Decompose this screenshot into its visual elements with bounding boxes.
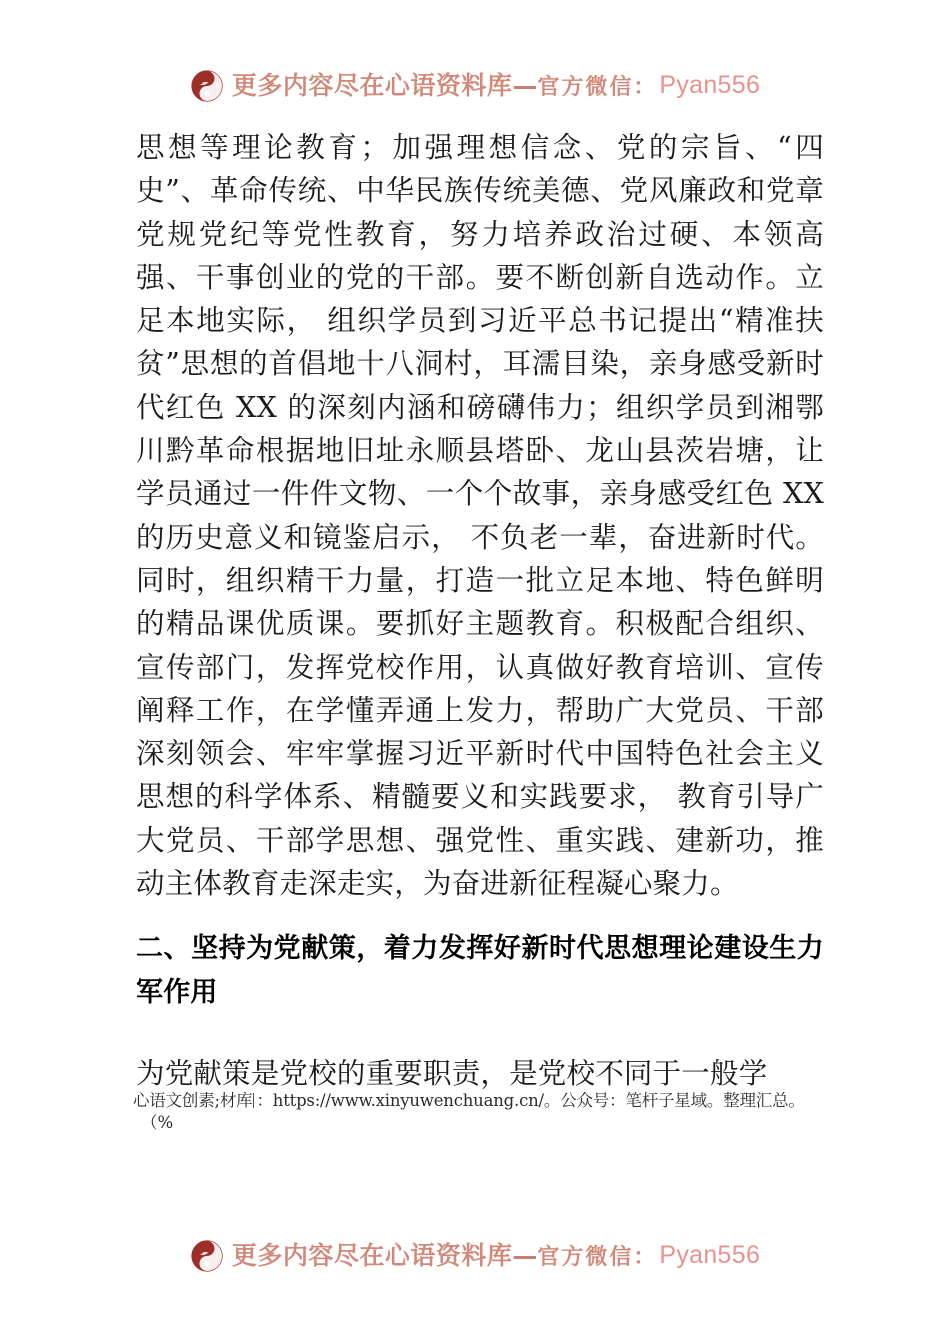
watermark-separator-bottom: — [512, 1240, 538, 1270]
body-paragraph-1: 思想等理论教育；加强理想信念、党的宗旨、“四史”、革命传统、中华民族传统美德、党风廉政和党章党规党纪等党性教育，努力培养政治过硬、本领高强、干事创业的党的干部。要不断创新自选动作。立足本地实际， 组织学员到习近平总书记提出“精准扶贫”思想的首倡地十八洞村，耳濡目染，亲身感受新时代红色 XX 的深刻内涵和磅礴伟力；组织学员到湘鄂川黔革命根据地旧址永顺县塔卧、龙山县茨岩塘，让学员通过一件件文物、一个个故事，亲身感受红色 XX 的历史意义和镜鉴启示， 不负老一辈，奋进新时代。同时，组织精干力量，打造一批立足本地、特色鲜明的精品课优质课。要抓好主题教育。积极配合组织、宣传部门，发挥党校作用，认真做好教育培训、宣传阐释工作，在学懂弄通上发力，帮助广大党员、干部深刻领会、牢牢掌握习近平新时代中国特色社会主义思想的科学体系、精髓要义和实践要求， 教育引导广大党员、干部学思想、强党性、重实践、建新功，推动主体教育走深走实，为奋进新征程凝心聚力。 [136, 131, 824, 901]
body-paragraph-2: 为党献策是党校的重要职责，是党校不同于一般学 [136, 1057, 768, 1090]
watermark-banner-bottom [0, 1238, 950, 1272]
body-paragraph-2-block [136, 1052, 824, 1095]
watermark-separator: — [512, 70, 538, 100]
footer-source-suffix: 。公众号：笔杆子星域。整理汇总。 [543, 1091, 805, 1110]
footer-source-line [133, 1090, 863, 1112]
footer-fragment: （% [141, 1113, 174, 1132]
watermark-brand-text: 更多内容尽在心语资料库 [231, 70, 513, 100]
footer-text-cursor [253, 1093, 254, 1108]
brand-logo-icon [190, 69, 224, 103]
footer-source-prefix: 心语文创素;材库 [133, 1091, 253, 1110]
section-heading-block [136, 926, 824, 1014]
watermark-brand-text-bottom: 更多内容尽在心语资料库 [231, 1240, 513, 1270]
watermark-banner-top [0, 68, 950, 102]
footer-source-url: https://www.xinyuwenchuang.cn/ [272, 1091, 544, 1110]
section-heading-2: 二、坚持为党献策，着力发挥好新时代思想理论建设生力军作用 [136, 933, 824, 1007]
document-body [136, 126, 824, 905]
footer-source-separator: ： [256, 1091, 273, 1110]
watermark-channel-label-bottom: 官方微信： [537, 1243, 658, 1270]
watermark-handle-bottom: Pyan556 [659, 1240, 761, 1269]
watermark-channel-label: 官方微信： [537, 73, 658, 100]
brand-logo-icon-bottom [190, 1239, 224, 1273]
watermark-handle: Pyan556 [659, 70, 761, 99]
